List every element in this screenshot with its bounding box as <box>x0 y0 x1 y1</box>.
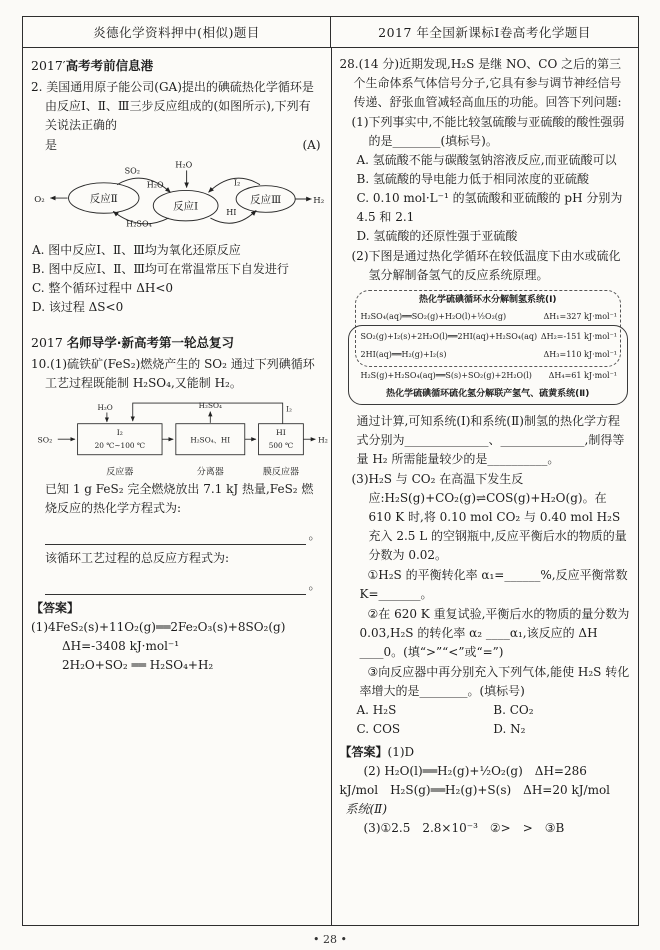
q28-part3-sub2: ②在 620 K 重复试验,平衡后水的物质的量分数为 0.03,H₂S 的转化率 α₂ ____α₁,该反应的 ΔH ____0。(填“>”“<”或“=”) <box>359 607 630 659</box>
eq1-enthalpy: ΔH₁=327 kJ·mol⁻¹ <box>543 312 617 321</box>
right-answer-line5: (3)①2.5 2.8×10⁻³ ②> > ③B <box>363 821 565 835</box>
reaction1-label: 反应Ⅰ <box>173 200 199 213</box>
question-2-stem: 2. 美国通用原子能公司(GA)提出的碘硫热化学循环是由反应Ⅰ、Ⅱ、Ⅲ三步反应组成的(如图所示),下列有关说法正确的 <box>31 80 314 132</box>
left-answer-line2: ΔH=-3408 kJ·mol⁻¹ <box>62 639 180 653</box>
o2-label: O₂ <box>34 194 45 205</box>
equation-row-1 <box>361 311 618 322</box>
left-column <box>23 48 331 925</box>
question-10-stem: 10.(1)硫铁矿(FeS₂)燃烧产生的 SO₂ 通过下列碘循环工艺过程既能制 H₂SO₄,又能制 H₂。 <box>31 357 315 390</box>
separator-content-label: H₂SO₄、HI <box>190 435 231 445</box>
answer-1: (1)D <box>387 745 415 759</box>
question-2-stem-end-line <box>31 136 323 155</box>
i2-recycle-label: I₂ <box>286 404 292 414</box>
question-28-part2-text2: 通过计算,可知系统(Ⅰ)和系统(Ⅱ)制氢的热化学方程式分别为______________、______________,制得等量 H₂ 所需能量较少的是__________。 <box>356 414 625 466</box>
q28-part3-option-d: D. N₂ <box>493 722 526 736</box>
right-answer-line2: (2) H₂O(l)══H₂(g)+½O₂(g) ΔH=286 <box>363 764 587 778</box>
header-right-cell: 2017 年全国新课标Ⅰ卷高考化学题目 <box>378 24 591 40</box>
h2so4-out-label: H₂SO₄ <box>198 401 222 411</box>
question-2-option-c: C. 整个循环过程中 ΔH<0 <box>32 281 174 295</box>
section-title-mingshidaoxue <box>31 333 323 352</box>
page-number: • 28 • <box>313 933 347 946</box>
answer-blank-line-1 <box>45 526 321 545</box>
system1-title: 热化学硫碘循环水分解制氢系统(Ⅰ) <box>418 295 557 305</box>
question-2-option-a: A. 图中反应Ⅰ、Ⅱ、Ⅲ均为氧化还原反应 <box>32 243 241 257</box>
h2-out-label: H₂ <box>318 435 328 445</box>
blank-rule <box>45 530 306 545</box>
question-28-part1: (1)下列事实中,不能比较氢硫酸与亚硫酸的酸性强弱的是________(填标号)。 <box>351 115 625 148</box>
section1-year: 2017′ <box>31 58 66 73</box>
section2-year: 2017 <box>31 335 63 350</box>
so2-arc-label: SO₂ <box>124 165 141 176</box>
hi-arc-label: HI <box>226 207 237 218</box>
reaction2-label: 反应Ⅱ <box>89 192 118 205</box>
eq2-enthalpy: ΔH₂=-151 kJ·mol⁻¹ <box>540 332 617 341</box>
membrane-temp-label: 500 ℃ <box>268 440 294 450</box>
equation-row-2 <box>361 331 618 342</box>
q28-part1-option-a: A. 氢硫酸不能与碳酸氢钠溶液反应,而亚硫酸可以 <box>356 153 617 167</box>
q28-part3-options <box>357 701 631 739</box>
membrane-hi-label: HI <box>276 427 286 437</box>
blank-end-period: 。 <box>308 528 321 542</box>
right-answer-line3: kJ/mol H₂S(g)══H₂(g)+S(s) ΔH=20 kJ/mol <box>339 783 611 797</box>
thermochemical-systems-box <box>348 290 629 406</box>
section2-name: 名师导学·新高考第一轮总复习 <box>66 335 235 350</box>
right-answer-block <box>340 743 631 838</box>
question-2-answer-mark: (A) <box>302 138 321 152</box>
question-2-option-b: B. 图中反应Ⅰ、Ⅱ、Ⅲ均可在常温常压下自发进行 <box>32 262 289 276</box>
table-header-row <box>23 17 638 48</box>
question-28-part3: (3)H₂S 与 CO₂ 在高温下发生反应:H₂S(g)+CO₂(g)⇌COS(g)+H₂O(g)。在 610 K 时,将 0.10 mol CO₂ 与 0.40 mol H₂S 充入 2.5 L 的空钢瓶中,反应平衡后水的物质的量分数为 0.02。 <box>351 472 627 562</box>
q28-part3-option-a: A. H₂S <box>356 703 397 717</box>
system2-title: 热化学硫碘循环硫化氢分解联产氢气、硫黄系统(Ⅱ) <box>386 389 590 399</box>
section-title-xinxigang <box>31 56 323 75</box>
answer-blank-line-2 <box>45 576 321 595</box>
blank-end-period: 。 <box>308 578 321 592</box>
q28-part1-option-c: C. 0.10 mol·L⁻¹ 的氢硫酸和亚硫酸的 pH 分别为 4.5 和 2.1 <box>356 191 623 224</box>
reactor-i2-label: I₂ <box>116 427 123 437</box>
cycle-diagram-svg <box>31 159 327 239</box>
h2o-arc-label: H₂O <box>146 179 164 190</box>
answer-label: 【答案】 <box>31 601 80 615</box>
q28-part3-option-b: B. CO₂ <box>493 703 534 717</box>
q28-part3-sub1: ①H₂S 的平衡转化率 α₁=______%,反应平衡常数 K=_______。 <box>359 568 628 601</box>
question-10-text2: 已知 1 g FeS₂ 完全燃烧放出 7.1 kJ 热量,FeS₂ 燃烧反应的热化学方程式为: <box>45 482 314 515</box>
right-answer-line1 <box>340 743 631 762</box>
page-sheet <box>22 16 639 926</box>
equation-row-3 <box>361 349 618 360</box>
eq4-enthalpy: ΔH₄=61 kJ·mol⁻¹ <box>548 371 617 380</box>
membrane-caption: 膜反应器 <box>262 467 300 478</box>
right-answer-line4: 系统(Ⅱ) <box>345 802 388 816</box>
section1-name: 高考考前信息港 <box>65 58 154 73</box>
question-10-text3: 该循环工艺过程的总反应方程式为: <box>45 551 230 565</box>
reactor-temp-label: 20 ℃~100 ℃ <box>94 440 146 450</box>
separator-caption: 分离器 <box>196 467 224 478</box>
eq4-formula: H₂S(g)+H₂SO₄(aq)══S(s)+SO₂(g)+2H₂O(l) <box>360 371 532 380</box>
answer-label: 【答案】 <box>339 745 388 759</box>
left-answer-block <box>31 599 323 675</box>
q28-part3-option-c: C. COS <box>356 722 401 736</box>
iodine-cycle-flowchart <box>31 397 328 478</box>
so2-input-label: SO₂ <box>37 435 53 445</box>
blank-rule <box>45 580 306 595</box>
reaction3-label: 反应Ⅲ <box>250 193 282 206</box>
left-answer-line3: 2H₂O+SO₂ ══ H₂SO₄+H₂ <box>62 658 214 672</box>
left-answer-line1 <box>31 599 323 637</box>
eq3-enthalpy: ΔH₃=110 kJ·mol⁻¹ <box>543 350 617 359</box>
q28-part1-option-d: D. 氢硫酸的还原性强于亚硫酸 <box>356 229 518 243</box>
iodine-sulfur-cycle-diagram <box>31 159 323 239</box>
header-left-cell: 炎德化学资料押中(相似)题目 <box>23 17 331 47</box>
flowchart-svg <box>31 397 331 478</box>
question-28-part2: (2)下图是通过热化学循环在较低温度下由水或硫化氢分解制备氢气的反应系统原理。 <box>351 249 621 282</box>
question-2-option-d: D. 该过程 ΔS<0 <box>32 300 124 314</box>
question-28-intro: 28.(14 分)近期发现,H₂S 是继 NO、CO 之后的第三个生命体系气体信号分子,它具有参与调节神经信号传递、舒张血管减轻高血压的功能。回答下列问题: <box>339 57 622 109</box>
q28-part3-sub3: ③向反应器中再分别充入下列气体,能使 H₂S 转化率增大的是________。(填标号) <box>359 665 630 698</box>
h2o-in-label: H₂O <box>97 402 113 412</box>
q28-part1-option-b: B. 氢硫酸的导电能力低于相同浓度的亚硫酸 <box>356 172 589 186</box>
eq1-formula: H₂SO₄(aq)══SO₂(g)+H₂O(l)+½O₂(g) <box>360 312 507 321</box>
h2o-input-label: H₂O <box>175 159 193 170</box>
equation-row-4 <box>361 370 618 381</box>
h2so4-arc-label: H₂SO₄ <box>126 218 152 229</box>
i2-arc-label: I₂ <box>233 177 241 188</box>
two-column-body <box>23 48 638 925</box>
eq3-formula: 2HI(aq)══H₂(g)+I₂(s) <box>360 350 447 359</box>
h2-output-label: H₂ <box>313 195 325 206</box>
question-2-stem-end: 是 <box>45 138 58 152</box>
eq2-formula: SO₂(g)+I₂(s)+2H₂O(l)══2HI(aq)+H₂SO₄(aq) <box>360 332 538 341</box>
right-column <box>331 48 639 925</box>
reactor-caption: 反应器 <box>106 467 134 478</box>
answer-equation-1: (1)4FeS₂(s)+11O₂(g)══2Fe₂O₃(s)+8SO₂(g) <box>31 620 286 634</box>
